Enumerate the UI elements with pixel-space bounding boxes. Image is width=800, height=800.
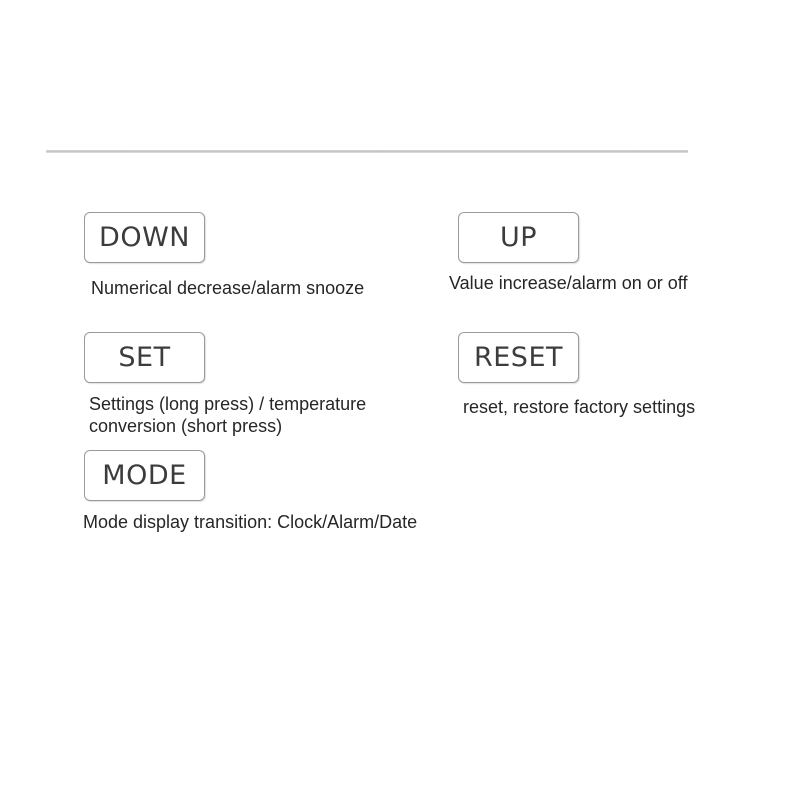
up-button-description: Value increase/alarm on or off bbox=[449, 273, 688, 293]
down-button[interactable]: DOWN bbox=[84, 212, 205, 263]
reset-button[interactable]: RESET bbox=[458, 332, 579, 383]
set-button-description bbox=[89, 393, 366, 437]
set-description-line-1: Settings (long press) / temperature bbox=[89, 394, 367, 414]
mode-button[interactable]: MODE bbox=[84, 450, 205, 501]
reset-button-description: reset, restore factory settings bbox=[463, 397, 696, 417]
down-button-description: Numerical decrease/alarm snooze bbox=[91, 278, 365, 298]
top-divider bbox=[46, 150, 688, 153]
up-button[interactable]: UP bbox=[458, 212, 579, 263]
set-description-line-2: conversion (short press) bbox=[89, 416, 283, 436]
set-button[interactable]: SET bbox=[84, 332, 205, 383]
mode-button-description: Mode display transition: Clock/Alarm/Date bbox=[83, 512, 418, 532]
